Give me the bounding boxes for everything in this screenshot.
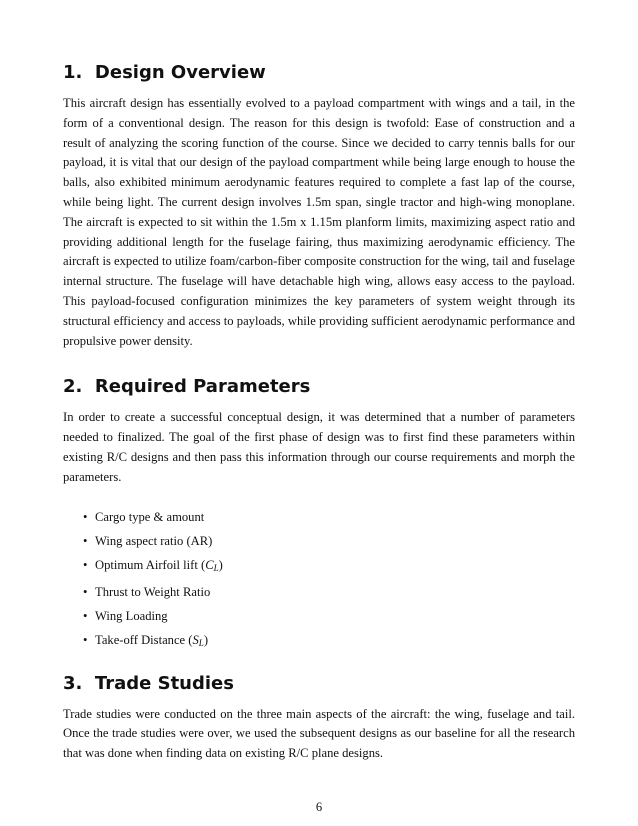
section-body-trade-studies: Trade studies were conducted on the three main aspects of the aircraft: the wing, fuselage and tail. Once the trade studies were over, we used the subsequent designs as our baseline for all the research that was done when finding data on existing R/C plane designs. — [63, 706, 575, 761]
parameters-list — [63, 505, 575, 655]
math-symbol: C — [205, 557, 214, 572]
list-item-suffix: ) — [218, 557, 223, 572]
list-item-text: Optimum Airfoil lift ( — [95, 557, 206, 572]
section-title: Required Parameters — [94, 376, 311, 398]
section-number: 3. — [63, 672, 83, 694]
math-subscript: L — [198, 637, 204, 648]
list-item — [83, 604, 575, 628]
math-subscript: L — [213, 562, 219, 573]
section-number: 1. — [63, 62, 83, 83]
list-item-suffix: ) — [203, 632, 209, 647]
list-item-text: Thrust to Weight Ratio — [95, 584, 211, 599]
list-item — [83, 628, 575, 655]
bullet-icon: • — [83, 533, 88, 548]
section-title: Design Overview — [94, 62, 266, 83]
bullet-icon: • — [83, 608, 88, 623]
section-number: 2. — [63, 376, 83, 398]
page-number: 6 — [315, 800, 323, 814]
bullet-icon: • — [83, 557, 88, 572]
section-heading-required-parameters — [63, 374, 575, 400]
list-item-text: Wing Loading — [95, 608, 168, 623]
list-item — [83, 553, 575, 580]
page-content — [63, 58, 575, 764]
section-heading-design-overview — [63, 60, 575, 86]
section-title: Trade Studies — [94, 672, 234, 694]
bullet-icon: • — [83, 632, 88, 647]
section-body-design-overview: This aircraft design has essentially evolved to a payload compartment with wings and a tail, in the form of a conventional design. The reason for this design is twofold: Ease of construction and a result of analyzing the scoring function of the course. Since we decided to carry tennis balls for our payload, it is vital that our design of the payload compartment while being large enough to house the balls, also exhibited minimum aerodynamic features required to complete a fast lap of the course, while being light. The current design involves 1.5m span, single tractor and high-wing monoplane. The aircraft is expected to sit within the 1.5m x 1.15m planform limits, maximizing aspect ratio and providing additional length for the fuselage fairing, thus maximizing aerodynamic efficiency. The aircraft is expected to utilize foam/carbon-fiber composite construction for the wing, tail and fuselage internal structure. The fuselage will have detachable high wing, allows easy access to the payload. This payload-focused configuration minimizes the key parameters of system weight through its structural efficiency and access to payloads, while providing sufficient aerodynamic performance and propulsive power density. — [63, 96, 575, 348]
bullet-icon: • — [83, 509, 88, 524]
list-item — [83, 505, 575, 529]
list-item — [83, 529, 575, 553]
section-heading-trade-studies — [63, 671, 575, 697]
math-symbol: S — [192, 632, 199, 647]
list-item-text: Wing aspect ratio (AR) — [95, 533, 213, 548]
section-body-required-parameters: In order to create a successful conceptual design, it was determined that a number of parameters needed to finalized. The goal of the first phase of design was to first find these parameters within existing R/C designs and then pass this information through our course requirements and morph the parameters. — [63, 410, 575, 484]
list-item-text: Take-off Distance ( — [95, 632, 193, 647]
list-item — [83, 580, 575, 604]
list-item-text: Cargo type & amount — [95, 509, 205, 524]
bullet-icon: • — [83, 584, 88, 599]
